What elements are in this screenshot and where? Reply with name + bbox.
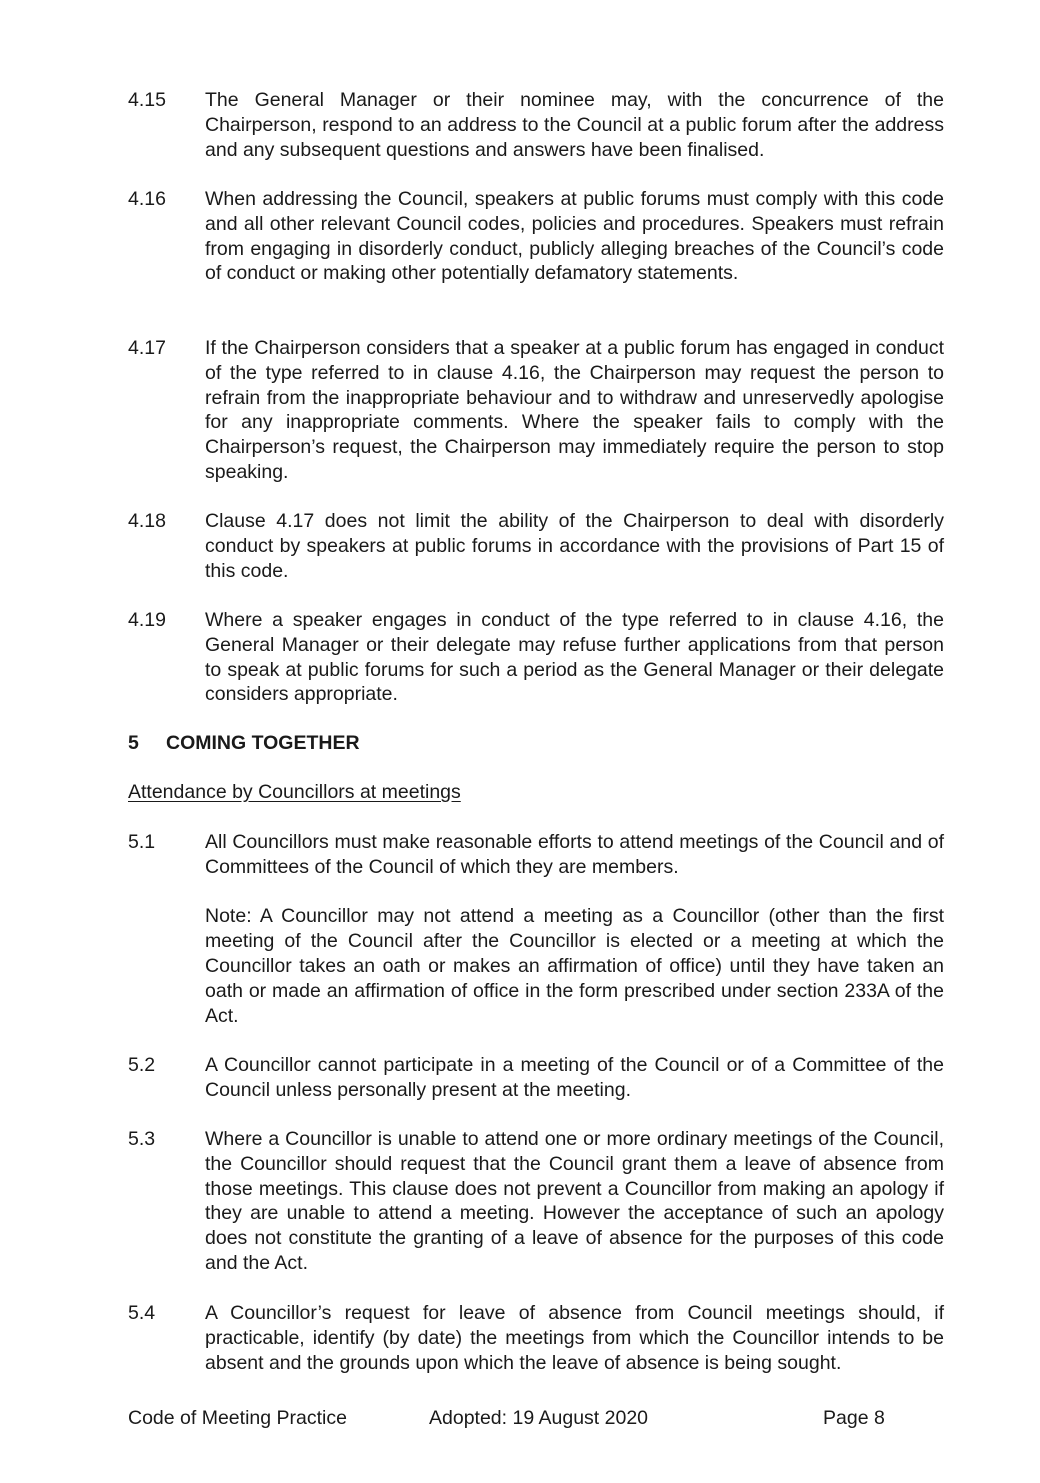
clause-number: 4.16 — [128, 188, 166, 210]
section-heading — [128, 731, 360, 756]
clause-4-18 — [128, 509, 944, 583]
clause-text: Clause 4.17 does not limit the ability of the Chairperson to deal with disorderly conduct by speakers at public forums in accordance with the provisions of Part 15 of this code. — [205, 510, 944, 582]
clause-number: 5.2 — [128, 1054, 156, 1076]
clause-text: A Councillor’s request for leave of absence from Council meetings should, if practicable, identify (by date) the meetings from which the Councillor intends to be absent and the grounds upon which the leave of absence is being sought. — [205, 1302, 944, 1374]
page-footer — [128, 1406, 908, 1432]
clause-note: Note: A Councillor may not attend a meeting as a Councillor (other than the first meeting of the Council after the Councillor is elected or a meeting at which the Councillor takes an oath or makes an affirmation of office) until they have taken an oath or made an affirmation of office in the form prescribed under section 233A of the Act. — [205, 905, 944, 1027]
clause-text: All Councillors must make reasonable efforts to attend meetings of the Council and of Committees of the Council of which they are members. — [205, 831, 944, 878]
clause-4-19 — [128, 608, 944, 707]
clause-text: When addressing the Council, speakers at public forums must comply with this code and all other relevant Council codes, policies and procedures. Speakers must refrain from engaging in disorderly conduct, publicly alleging breaches of the Council’s code of conduct or making other potentially defamatory statements. — [205, 188, 944, 285]
clause-5-1 — [128, 830, 944, 1028]
clause-4-17 — [128, 336, 944, 485]
footer-document-title: Code of Meeting Practice — [128, 1407, 347, 1429]
section-title: COMING TOGETHER — [166, 732, 360, 754]
section-number: 5 — [128, 732, 139, 754]
clause-5-2 — [128, 1053, 944, 1103]
clause-text: If the Chairperson considers that a speaker at a public forum has engaged in conduct of the type referred to in clause 4.16, the Chairperson may request the person to refrain from the inappropriate behaviour and to withdraw and unreservedly apologise for any inappropriate comments. Where the speaker fails to comply with the Chairperson’s request, the Chairperson may immediately require the person to stop speaking. — [205, 337, 944, 483]
clause-number: 5.1 — [128, 831, 156, 853]
clause-text: Where a speaker engages in conduct of the type referred to in clause 4.16, the General Manager or their delegate may refuse further applications from that person to speak at public forums for such a period as the General Manager or their delegate considers appropriate. — [205, 609, 944, 706]
clause-number: 4.15 — [128, 89, 166, 111]
clause-number: 5.3 — [128, 1128, 156, 1150]
clause-text: The General Manager or their nominee may, with the concurrence of the Chairperson, respond to an address to the Council at a public forum after the address and any subsequent questions and answers have been finalised. — [205, 89, 944, 161]
clause-text: Where a Councillor is unable to attend one or more ordinary meetings of the Council, the Councillor should request that the Council grant them a leave of absence from those meetings. This clause does not prevent a Councillor from making an apology if they are unable to attend a meeting. However the acceptance of such an apology does not constitute the granting of a leave of absence for the purposes of this code and the Act. — [205, 1128, 944, 1274]
footer-adopted-date: Adopted: 19 August 2020 — [429, 1407, 649, 1429]
clause-text: A Councillor cannot participate in a meeting of the Council or of a Committee of the Council unless personally present at the meeting. — [205, 1054, 944, 1101]
clause-number: 5.4 — [128, 1302, 156, 1324]
footer-page-number: Page 8 — [823, 1407, 885, 1429]
clause-4-16 — [128, 187, 944, 286]
clause-4-15 — [128, 88, 944, 162]
clause-5-4 — [128, 1301, 944, 1375]
clause-number: 4.17 — [128, 337, 166, 359]
clause-number: 4.19 — [128, 609, 166, 631]
clause-number: 4.18 — [128, 510, 166, 532]
clause-5-3 — [128, 1127, 944, 1276]
section-subheading: Attendance by Councillors at meetings — [128, 781, 461, 803]
